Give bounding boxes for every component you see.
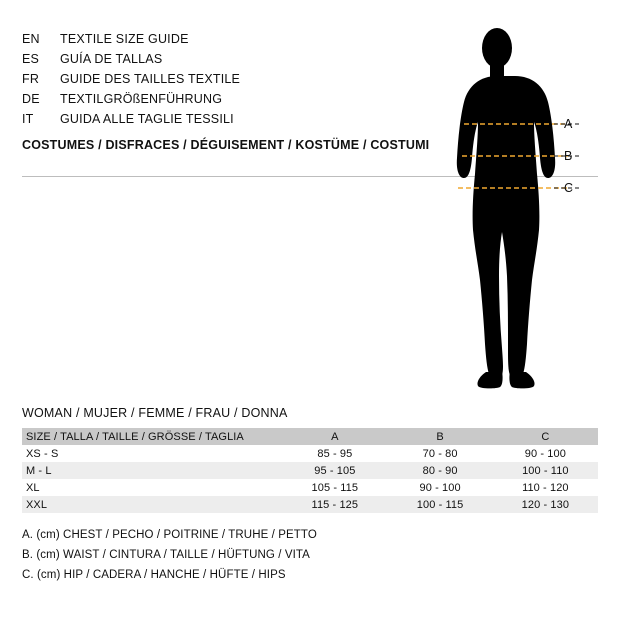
cell-a: 95 - 105 <box>314 464 356 477</box>
column-header-size: SIZE / TALLA / TAILLE / GRÖSSE / TAGLIA <box>26 430 244 443</box>
measure-label-b: B <box>564 149 573 163</box>
cell-size: XS - S <box>26 447 59 460</box>
language-row <box>22 90 442 108</box>
language-row <box>22 30 442 48</box>
cell-size: XL <box>26 481 40 494</box>
measure-label-c: C <box>564 181 574 195</box>
language-text: TEXTILGRÖßENFÜHRUNG <box>60 92 223 106</box>
table-row <box>22 445 598 462</box>
legend-line-b: B. (cm) WAIST / CINTURA / TAILLE / HÜFTUNG / VITA <box>22 549 310 561</box>
column-header-c: C <box>541 430 550 443</box>
cell-b: 100 - 115 <box>416 498 464 511</box>
table-header-row <box>22 428 598 445</box>
cell-a: 85 - 95 <box>317 447 353 460</box>
table-title: WOMAN / MUJER / FEMME / FRAU / DONNA <box>22 406 288 420</box>
cell-b: 90 - 100 <box>419 481 461 494</box>
legend-line-a: A. (cm) CHEST / PECHO / POITRINE / TRUHE / PETTO <box>22 529 317 541</box>
language-text: TEXTILE SIZE GUIDE <box>60 32 189 46</box>
cell-c: 100 - 110 <box>522 464 569 477</box>
cell-c: 110 - 120 <box>522 481 569 494</box>
language-row <box>22 50 442 68</box>
table-row <box>22 479 598 496</box>
cell-b: 70 - 80 <box>422 447 458 460</box>
cell-b: 80 - 90 <box>422 464 458 477</box>
legend-line-c: C. (cm) HIP / CADERA / HANCHE / HÜFTE / HIPS <box>22 569 286 581</box>
cell-size: XXL <box>26 498 48 511</box>
language-code: EN <box>22 32 40 46</box>
cell-c: 90 - 100 <box>524 447 566 460</box>
cell-a: 115 - 125 <box>311 498 359 511</box>
language-code: DE <box>22 92 40 106</box>
table-row <box>22 496 598 513</box>
language-code: FR <box>22 72 40 86</box>
language-row <box>22 110 442 128</box>
language-code: ES <box>22 52 40 66</box>
measure-label-a: A <box>564 117 573 131</box>
language-text: GUÍA DE TALLAS <box>60 52 163 66</box>
column-header-b: B <box>436 430 444 443</box>
language-code: IT <box>22 112 34 126</box>
language-list <box>22 30 442 130</box>
language-text: GUIDA ALLE TAGLIE TESSILI <box>60 112 234 126</box>
size-table <box>22 428 598 513</box>
column-header-a: A <box>331 430 339 443</box>
language-row <box>22 70 442 88</box>
table-row <box>22 462 598 479</box>
category-line: COSTUMES / DISFRACES / DÉGUISEMENT / KOSTÜME / COSTUMI <box>22 138 430 152</box>
measure-label-group <box>556 18 600 390</box>
cell-a: 105 - 115 <box>311 481 359 494</box>
cell-size: M - L <box>26 464 52 477</box>
cell-c: 120 - 130 <box>521 498 570 511</box>
measurement-legend <box>22 525 582 585</box>
language-text: GUIDE DES TAILLES TEXTILE <box>60 72 241 86</box>
